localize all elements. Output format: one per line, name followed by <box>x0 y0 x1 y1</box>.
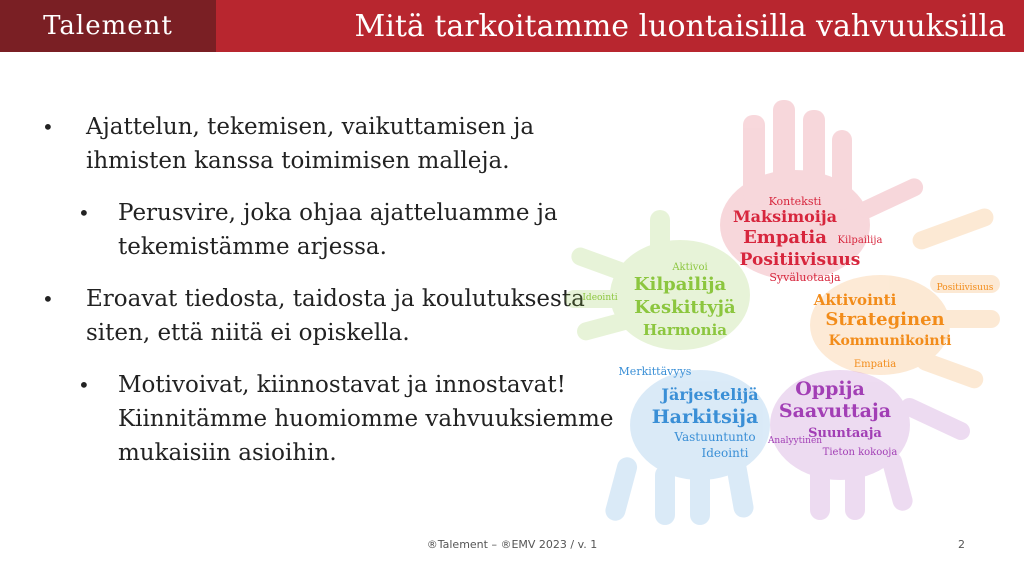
purple-word-2: Suuntaaja <box>808 426 882 441</box>
blue-word-4: Ideointi <box>701 446 749 460</box>
bullet-text: Eroavat tiedosta, taidosta ja koulutuksesta siten, että niitä ei opiskella. <box>86 286 585 346</box>
red-word-5: Kilpailija <box>837 235 883 246</box>
page-number: 2 <box>958 538 965 551</box>
purple-word-4: Tieton kokooja <box>822 447 898 458</box>
orange-word-0: Aktivointi <box>813 291 897 309</box>
bullet-item <box>38 368 638 470</box>
purple-word-1: Saavuttaja <box>778 400 892 422</box>
purple-word-3: Analyytinen <box>767 436 823 446</box>
red-word-4: Syväluotaaja <box>769 271 841 284</box>
blue-word-2: Harkitsija <box>651 406 759 428</box>
orange-word-3: Empatia <box>853 359 897 370</box>
footer-copyright: ®Talement – ®EMV 2023 / v. 1 <box>426 538 598 551</box>
hands-word-cloud-illustration <box>560 95 1000 525</box>
bullet-dot: • <box>78 201 90 225</box>
red-word-2: Empatia <box>743 227 827 248</box>
red-word-1: Maksimoija <box>732 207 838 226</box>
bullet-text: Perusvire, joka ohjaa ajatteluamme ja tekemistämme arjessa. <box>118 200 558 260</box>
orange-word-4: Positiivisuus <box>936 283 994 293</box>
blue-word-1: Järjestelijä <box>661 385 759 404</box>
bullet-text: Ajattelun, tekemisen, vaikuttamisen ja ihmisten kanssa toimimisen malleja. <box>86 114 535 174</box>
bullet-dot: • <box>42 115 54 139</box>
bullet-item <box>38 196 638 264</box>
bullet-list <box>38 110 638 488</box>
green-word-0: Kilpailija <box>633 274 727 295</box>
red-word-0: Konteksti <box>768 195 822 208</box>
blue-word-3: Vastuuntunto <box>674 430 756 444</box>
orange-word-2: Kommunikointi <box>828 333 952 349</box>
bullet-item <box>38 110 638 178</box>
bullet-item <box>38 282 638 350</box>
slide-title: Mitä tarkoitamme luontaisilla vahvuuksilla <box>354 8 1006 44</box>
red-word-3: Positiivisuus <box>739 250 861 270</box>
bullet-dot: • <box>78 373 90 397</box>
logo <box>0 0 216 52</box>
bullet-dot: • <box>42 287 54 311</box>
green-word-4: Ideointi <box>582 293 618 303</box>
orange-word-1: Strateginen <box>825 309 945 330</box>
green-word-1: Keskittyjä <box>634 297 736 318</box>
green-word-2: Harmonia <box>643 321 727 339</box>
logo-text: Talement <box>43 11 173 41</box>
green-word-3: Aktivoi <box>672 262 708 273</box>
blue-word-0: Merkittävyys <box>618 365 692 378</box>
purple-word-0: Oppija <box>795 378 865 400</box>
bullet-text: Motivoivat, kiinnostavat ja innostavat! Kiinnitämme huomiomme vahvuuksiemme mukaisiin asioihin. <box>118 372 614 466</box>
